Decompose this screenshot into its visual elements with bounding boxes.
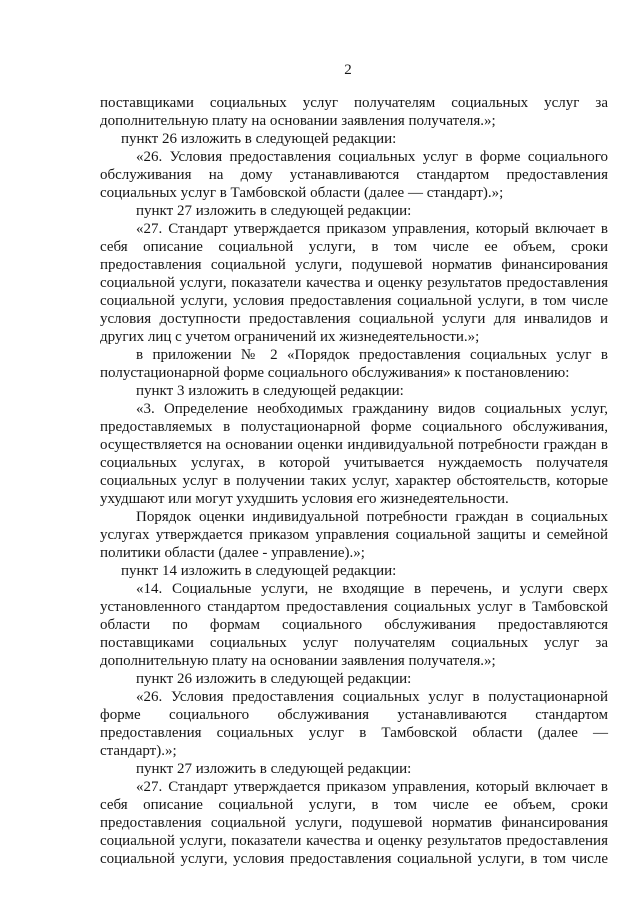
text-line: пункт 27 изложить в следующей редакции:: [136, 203, 412, 219]
paragraph: [100, 94, 608, 130]
paragraph: [100, 688, 608, 760]
text-line: социальных услугах, в которой учитывается нуждаемость получателя: [100, 455, 608, 471]
text-line: социальной услуги, условия предоставления социальной услуги, в том числе: [100, 851, 608, 867]
text-line: «27. Стандарт утверждается приказом управления, который включает в: [136, 779, 608, 795]
paragraph: [100, 202, 608, 220]
text-line: социальной услуги, условия предоставления социальной услуги, в том числе: [100, 293, 608, 309]
text-line: поставщиками социальных услуг получателям социальных услуг за: [100, 95, 608, 111]
text-line: пункт 26 изложить в следующей редакции:: [136, 671, 412, 687]
text-line: области по формам социального обслуживания предоставляются: [100, 617, 608, 633]
paragraph: [100, 400, 608, 508]
text-line: «14. Социальные услуги, не входящие в перечень, и услуги сверх: [136, 581, 608, 597]
paragraph: [100, 508, 608, 562]
paragraph: [100, 580, 608, 670]
text-line: «26. Условия предоставления социальных услуг в полустационарной: [136, 689, 608, 705]
paragraph: [100, 148, 608, 202]
text-line: полустационарной форме социального обслуживания» к постановлению:: [100, 365, 570, 381]
text-line: себя описание социальной услуги, в том числе ее объем, сроки: [100, 797, 608, 813]
paragraph: [100, 346, 608, 382]
text-line: пункт 3 изложить в следующей редакции:: [136, 383, 404, 399]
paragraph: [100, 760, 608, 778]
text-line: предоставления социальной услуги, подушевой норматив финансирования: [100, 815, 608, 831]
text-line: установленного стандартом предоставления социальных услуг в Тамбовской: [100, 599, 608, 615]
text-line: «3. Определение необходимых гражданину видов социальных услуг,: [136, 401, 608, 417]
text-line: социальных услуг в Тамбовской области (далее — стандарт).»;: [100, 185, 504, 201]
text-line: обслуживания на дому устанавливаются стандартом предоставления: [100, 167, 608, 183]
text-line: условия доступности предоставления социальной услуги для инвалидов и: [100, 311, 608, 327]
text-line: предоставления социальных услуг в Тамбовской области (далее —: [100, 725, 608, 741]
text-line: стандарт).»;: [100, 743, 177, 759]
text-line: дополнительную плату на основании заявления получателя.»;: [100, 653, 496, 669]
text-line: ухудшают или могут ухудшить условия его жизнедеятельности.: [100, 491, 509, 507]
text-line: социальной услуги, показатели качества и оценку результатов предоставления: [100, 275, 608, 291]
page-number: 2: [344, 62, 352, 78]
text-line: в приложении № 2 «Порядок предоставления социальных услуг в: [136, 347, 608, 363]
text-line: пункт 26 изложить в следующей редакции:: [121, 131, 397, 147]
text-line: «27. Стандарт утверждается приказом управления, который включает в: [136, 221, 608, 237]
text-line: политики области (далее - управление).»;: [100, 545, 365, 561]
text-line: предоставления социальной услуги, подушевой норматив финансирования: [100, 257, 608, 273]
paragraph: [100, 778, 608, 868]
text-line: предоставляемых в полустационарной форме социального обслуживания,: [100, 419, 608, 435]
text-line: форме социального обслуживания устанавливаются стандартом: [100, 707, 608, 723]
text-line: других лиц с учетом ограничений их жизнедеятельности.»;: [100, 329, 480, 345]
paragraph: [100, 130, 608, 148]
text-line: «26. Условия предоставления социальных услуг в форме социального: [136, 149, 608, 165]
text-line: себя описание социальной услуги, в том числе ее объем, сроки: [100, 239, 608, 255]
text-line: Порядок оценки индивидуальной потребности граждан в социальных: [136, 509, 608, 525]
paragraph: [100, 382, 608, 400]
paragraph: [100, 670, 608, 688]
text-line: социальной услуги, показатели качества и оценку результатов предоставления: [100, 833, 608, 849]
text-line: поставщиками социальных услуг получателям социальных услуг за: [100, 635, 608, 651]
text-line: пункт 14 изложить в следующей редакции:: [121, 563, 397, 579]
text-line: социальных услуг в получении таких услуг, характер обстоятельств, которые: [100, 473, 608, 489]
text-line: пункт 27 изложить в следующей редакции:: [136, 761, 412, 777]
document-body: [100, 94, 608, 868]
text-line: дополнительную плату на основании заявления получателя.»;: [100, 113, 496, 129]
text-line: осуществляется на основании оценки индивидуальной потребности граждан в: [100, 437, 608, 453]
text-line: услугах утверждается приказом управления социальной защиты и семейной: [100, 527, 608, 543]
paragraph: [100, 562, 608, 580]
paragraph: [100, 220, 608, 346]
